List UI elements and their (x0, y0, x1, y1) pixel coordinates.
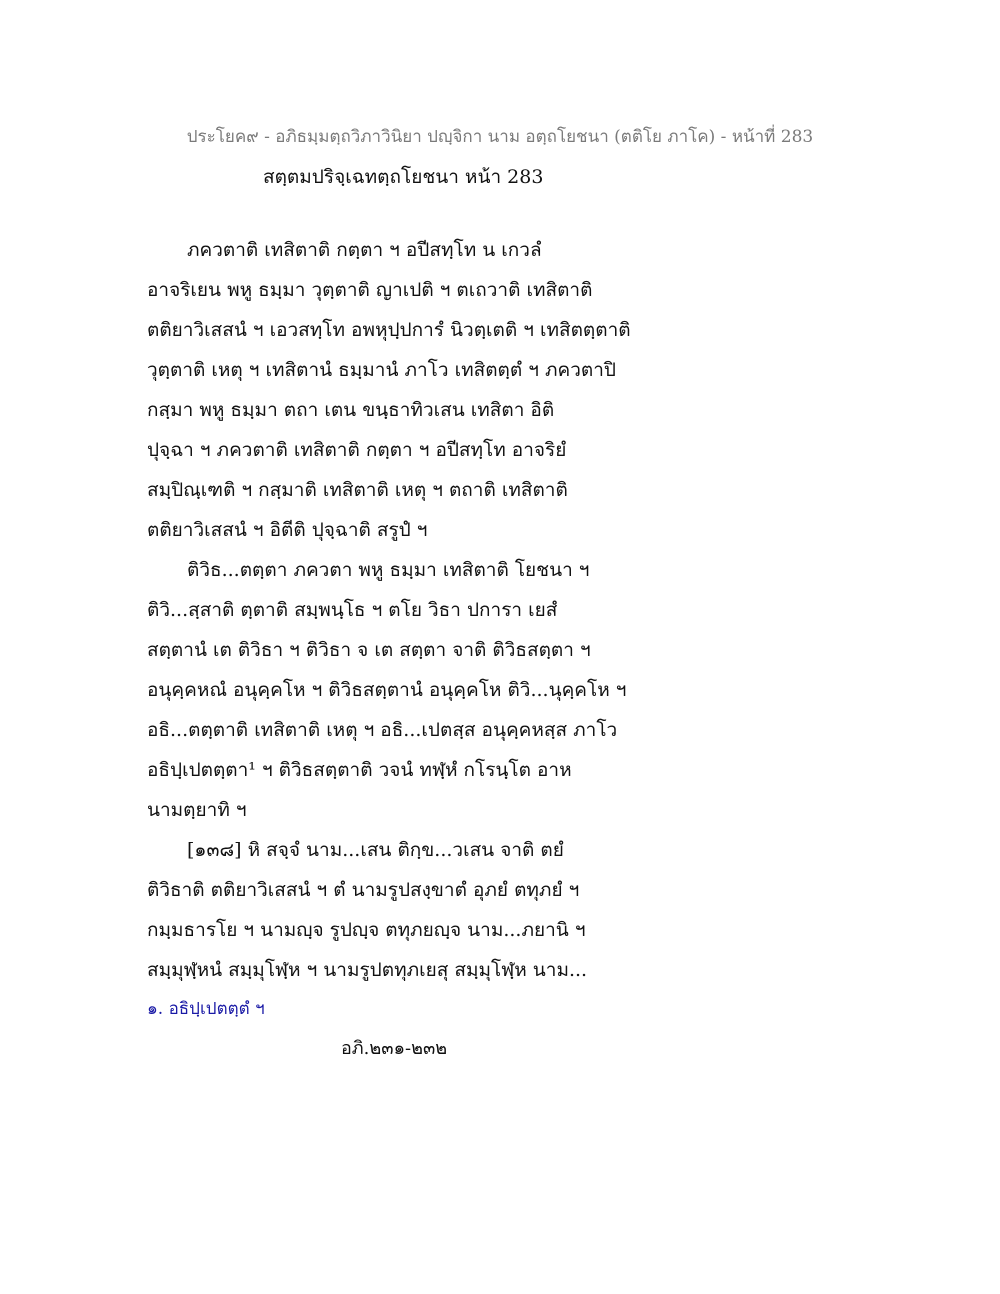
section-title: สตฺตมปริจฺเฉทตฺถโยชนา หน้า 283 (263, 166, 544, 188)
text-line: ติวิ...สฺสาติ ตฺตาติ สมฺพนฺโธ ฯ ตโย วิธา ปการา เยสํ (147, 599, 558, 621)
footnote: ๑. อธิปฺเปตตฺตํ ฯ (147, 999, 265, 1019)
text-line: วุตฺตาติ เหตุ ฯ เทสิตานํ ธมฺมานํ ภาโว เทสิตตฺตํ ฯ ภควตาปิ (147, 359, 616, 381)
text-line: ภควตาติ เทสิตาติ กตฺตา ฯ อปีสทฺโท น เกวลํ (187, 239, 542, 261)
page-reference: อภิ.๒๓๑-๒๓๒ (341, 1038, 448, 1059)
text-line: นามตฺยาทิ ฯ (147, 799, 247, 821)
text-line: สมฺมุฬฺหนํ สมฺมุโฬฺห ฯ นามรูปตทุภเยสุ สมฺมุโฬฺห นาม... (147, 959, 588, 981)
text-line: สมฺปิณฺเฑติ ฯ กสฺมาติ เทสิตาติ เหตุ ฯ ตถาติ เทสิตาติ (147, 479, 568, 501)
text-line: [๑๓๘] หิ สจฺจํ นาม...เสน ติกฺข...วเสน จาติ ตยํ (187, 839, 564, 861)
text-line: กมฺมธารโย ฯ นามญฺจ รูปญฺจ ตทุภยญฺจ นาม...ภยานิ ฯ (147, 919, 586, 941)
text-line: อธิปฺเปตตฺตา¹ ฯ ติวิธสตฺตาติ วจนํ ทฬฺหํ กโรนฺโต อาห (147, 759, 572, 781)
text-line: ตติยาวิเสสนํ ฯ เอวสทฺโท อพหุปฺปการํ นิวตฺเตติ ฯ เทสิตตฺตาติ (147, 319, 631, 341)
text-line: ติวิธาติ ตติยาวิเสสนํ ฯ ตํ นามรูปสงฺขาตํ อุภยํ ตทุภยํ ฯ (147, 879, 580, 901)
text-line: อาจริเยน พหู ธมฺมา วุตฺตาติ ญาเปติ ฯ ตเถวาติ เทสิตาติ (147, 279, 593, 301)
page-header: ประโยค๙ - อภิธมฺมตฺถวิภาวินิยา ปญฺจิกา นาม อตฺถโยชนา (ตติโย ภาโค) - หน้าที่ 283 (186, 127, 814, 147)
text-line: ปุจฺฉา ฯ ภควตาติ เทสิตาติ กตฺตา ฯ อปีสทฺโท อาจริยํ (147, 439, 567, 461)
text-body (147, 239, 667, 999)
text-line: ติวิธ...ตตฺตา ภควตา พหู ธมฺมา เทสิตาติ โยชนา ฯ (187, 559, 590, 581)
text-line: สตฺตานํ เต ติวิธา ฯ ติวิธา จ เต สตฺตา จาติ ติวิธสตฺตา ฯ (147, 639, 591, 661)
text-line: ตติยาวิเสสนํ ฯ อิตีติ ปุจฺฉาติ สรูปํ ฯ (147, 519, 428, 541)
text-line: อนุคฺคหณํ อนุคฺคโห ฯ ติวิธสตฺตานํ อนุคฺคโห ติวิ...นุคฺคโห ฯ (147, 679, 627, 701)
text-line: กสฺมา พหู ธมฺมา ตถา เตน ขนฺธาทิวเสน เทสิตา อิติ (147, 399, 555, 421)
text-line: อธิ...ตตฺตาติ เทสิตาติ เหตุ ฯ อธิ...เปตสฺส อนุคฺคหสฺส ภาโว (147, 719, 618, 741)
